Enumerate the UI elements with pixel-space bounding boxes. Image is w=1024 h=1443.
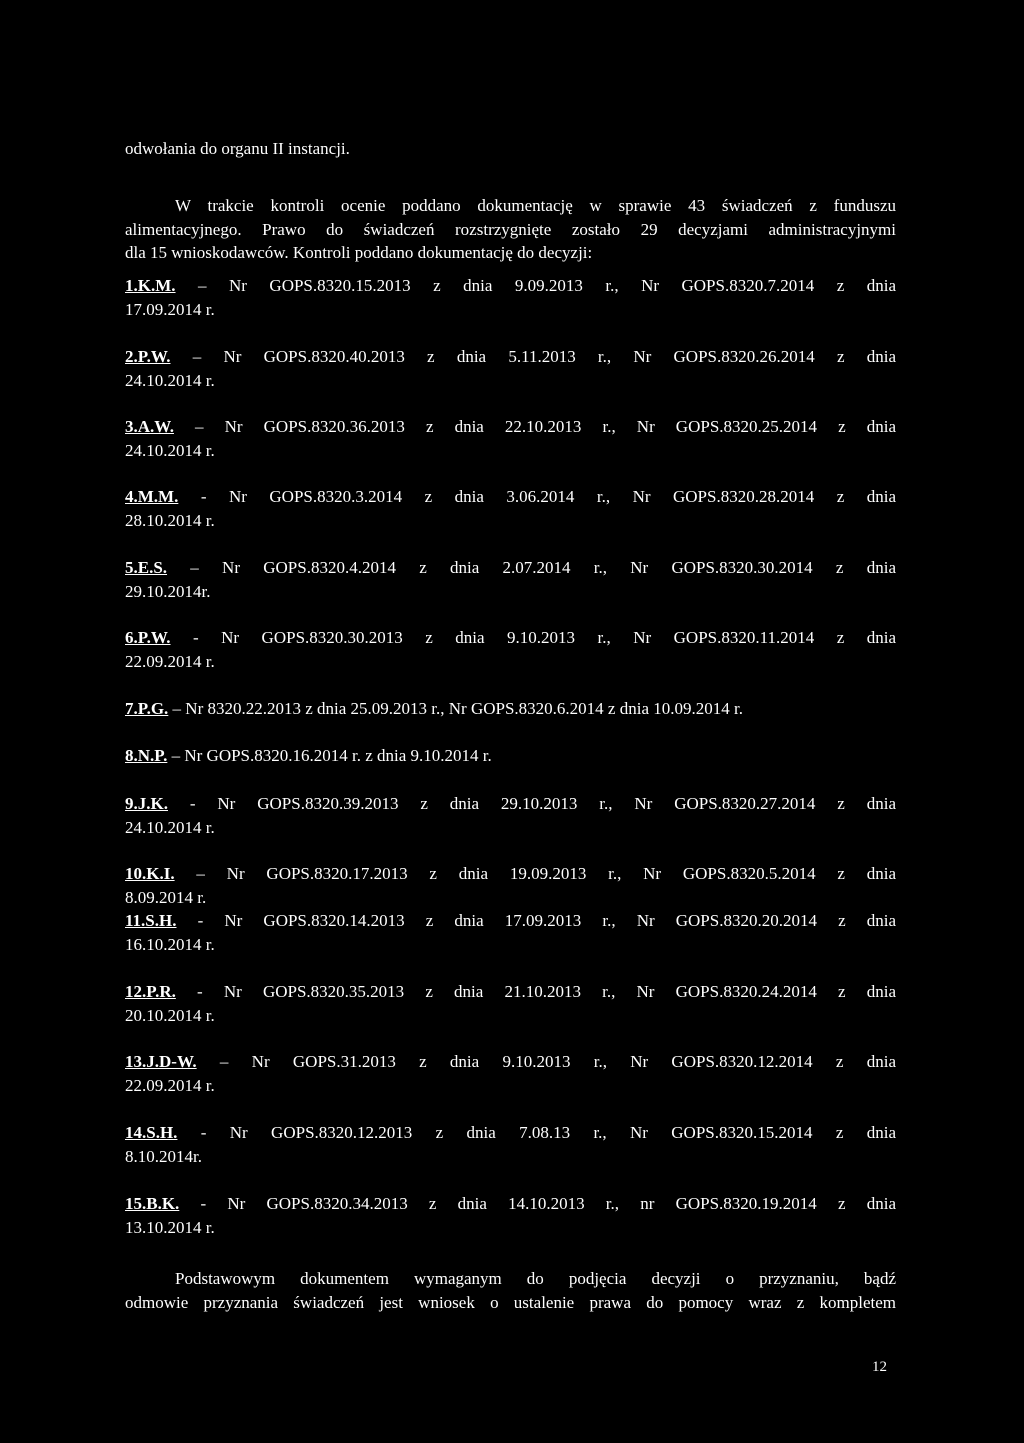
paragraph-1: [125, 194, 896, 265]
paragraph-1-line: dla 15 wnioskodawców. Kontroli poddano dokumentację do decyzji:: [125, 243, 593, 262]
entry-text: – Nr GOPS.8320.36.2013 z dnia 22.10.2013 r., Nr GOPS.8320.25.2014 z dnia: [173, 417, 896, 436]
entry-continuation: 16.10.2014 r.: [125, 934, 215, 954]
paragraph-1-line: W trakcie kontroli ocenie poddano dokumentację w sprawie 43 świadczeń z funduszu: [175, 196, 896, 215]
entry-continuation: 24.10.2014 r.: [125, 370, 215, 390]
entry-text: – Nr GOPS.31.2013 z dnia 9.10.2013 r., Nr GOPS.8320.12.2014 z dnia: [196, 1052, 896, 1071]
entry-text: - Nr GOPS.8320.35.2013 z dnia 21.10.2013 r., Nr GOPS.8320.24.2014 z dnia: [175, 982, 896, 1001]
entry-continuation: 22.09.2014 r.: [125, 651, 215, 671]
decision-entry-13: [125, 1050, 896, 1097]
entry-continuation: 29.10.2014r.: [125, 581, 211, 601]
decision-entry-14: [125, 1121, 896, 1168]
entry-text: - Nr GOPS.8320.12.2013 z dnia 7.08.13 r., Nr GOPS.8320.15.2014 z dnia: [177, 1123, 896, 1142]
decision-entry-11: [125, 909, 896, 956]
paragraph-2-line: Podstawowym dokumentem wymaganym do podjęcia decyzji o przyznaniu, bądź: [175, 1269, 896, 1288]
decision-entry-12: [125, 980, 896, 1027]
entry-text: - Nr GOPS.8320.14.2013 z dnia 17.09.2013 r., Nr GOPS.8320.20.2014 z dnia: [176, 911, 896, 930]
entry-text: – Nr 8320.22.2013 z dnia 25.09.2013 r., Nr GOPS.8320.6.2014 z dnia 10.09.2014 r.: [168, 699, 743, 718]
entry-label: 13.J.D-W.: [125, 1052, 197, 1071]
entry-label: 8.N.P.: [125, 746, 168, 765]
decision-entry-15: [125, 1192, 896, 1239]
entry-continuation: 17.09.2014 r.: [125, 299, 215, 319]
decision-entry-5: [125, 556, 896, 603]
entry-continuation: 22.09.2014 r.: [125, 1075, 215, 1095]
entry-label: 1.K.M.: [125, 276, 176, 295]
entry-label: 2.P.W.: [125, 347, 171, 366]
entry-label: 12.P.R.: [125, 982, 176, 1001]
paragraph-2-line: odmowie przyznania świadczeń jest wniosek o ustalenie prawa do pomocy wraz z kompletem: [125, 1292, 896, 1312]
entry-label: 9.J.K.: [125, 794, 168, 813]
entry-continuation: 13.10.2014 r.: [125, 1217, 215, 1237]
entry-text: – Nr GOPS.8320.16.2014 r. z dnia 9.10.2014 r.: [167, 746, 492, 765]
entry-continuation: 24.10.2014 r.: [125, 440, 215, 460]
decision-entry-6: [125, 626, 896, 673]
page-number: 12: [872, 1359, 887, 1375]
entry-label: 5.E.S.: [125, 558, 168, 577]
intro-line: odwołania do organu II instancji.: [125, 139, 350, 158]
entry-text: - Nr GOPS.8320.3.2014 z dnia 3.06.2014 r., Nr GOPS.8320.28.2014 z dnia: [178, 487, 896, 506]
entry-continuation: 8.09.2014 r.: [125, 887, 207, 907]
decision-entry-2: [125, 345, 896, 392]
decision-entry-10: [125, 862, 896, 909]
entry-text: – Nr GOPS.8320.40.2013 z dnia 5.11.2013 r., Nr GOPS.8320.26.2014 z dnia: [170, 347, 896, 366]
entry-text: - Nr GOPS.8320.30.2013 z dnia 9.10.2013 r., Nr GOPS.8320.11.2014 z dnia: [170, 628, 896, 647]
decision-entry-8: [125, 744, 896, 768]
entry-continuation: 20.10.2014 r.: [125, 1005, 215, 1025]
entry-label: 7.P.G.: [125, 699, 169, 718]
entry-text: – Nr GOPS.8320.15.2013 z dnia 9.09.2013 r., Nr GOPS.8320.7.2014 z dnia: [175, 276, 896, 295]
entry-label: 15.B.K.: [125, 1194, 180, 1213]
decision-entry-9: [125, 792, 896, 839]
paragraph-1-line: alimentacyjnego. Prawo do świadczeń rozstrzygnięte zostało 29 decyzjami administracyjnymi: [125, 219, 896, 239]
entry-label: 14.S.H.: [125, 1123, 178, 1142]
entry-text: – Nr GOPS.8320.4.2014 z dnia 2.07.2014 r., Nr GOPS.8320.30.2014 z dnia: [167, 558, 896, 577]
decision-entry-1: [125, 274, 896, 321]
paragraph-2: [125, 1267, 896, 1314]
entry-label: 11.S.H.: [125, 911, 177, 930]
entry-label: 6.P.W.: [125, 628, 171, 647]
decision-entry-4: [125, 485, 896, 532]
entry-continuation: 8.10.2014r.: [125, 1146, 202, 1166]
entry-text: - Nr GOPS.8320.34.2013 z dnia 14.10.2013 r., nr GOPS.8320.19.2014 z dnia: [179, 1194, 896, 1213]
entry-continuation: 24.10.2014 r.: [125, 817, 215, 837]
entry-label: 10.K.I.: [125, 864, 175, 883]
entry-text: – Nr GOPS.8320.17.2013 z dnia 19.09.2013 r., Nr GOPS.8320.5.2014 z dnia: [174, 864, 896, 883]
decision-entry-7: [125, 697, 896, 721]
entry-continuation: 28.10.2014 r.: [125, 510, 215, 530]
entry-label: 3.A.W.: [125, 417, 174, 436]
entry-label: 4.M.M.: [125, 487, 179, 506]
entry-text: - Nr GOPS.8320.39.2013 z dnia 29.10.2013 r., Nr GOPS.8320.27.2014 z dnia: [167, 794, 896, 813]
decision-entry-3: [125, 415, 896, 462]
